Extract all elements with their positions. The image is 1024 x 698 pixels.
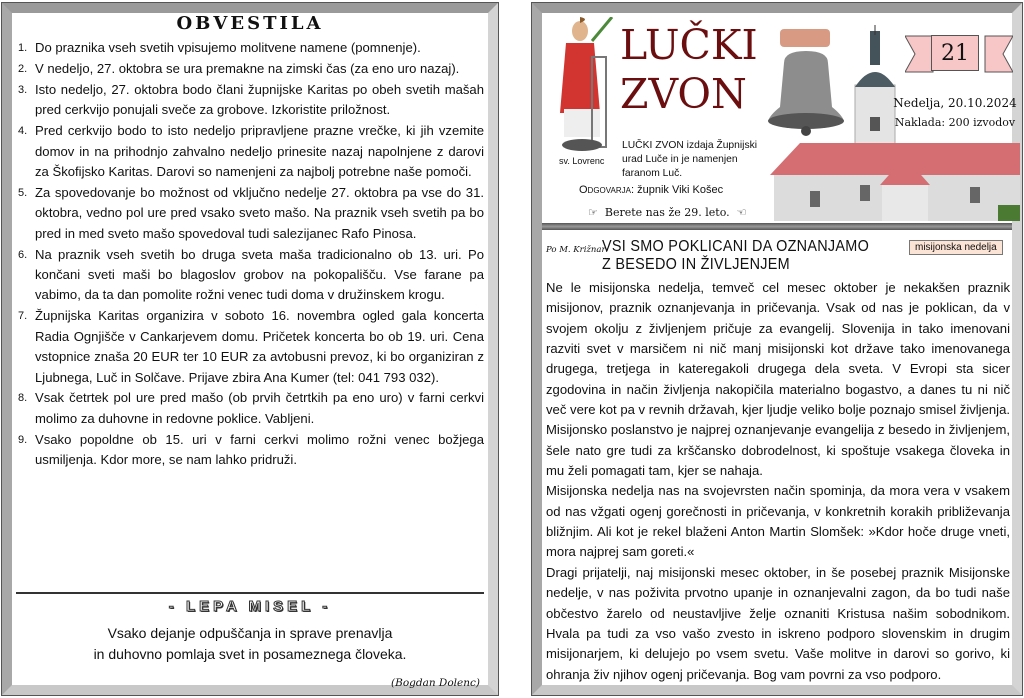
item-number: 9. [18, 433, 28, 446]
issue-number: 21 [931, 35, 979, 71]
item-text: Vsako popoldne ob 15. uri v farni cerkvi molimo rožni venec božjega usmiljenja. Kdor more, se nam lahko pridruži. [35, 431, 484, 468]
quote-author: (Bogdan Dolenc) [391, 677, 480, 689]
announcements-title: OBVESTILA [176, 13, 324, 34]
announcement-item [18, 121, 484, 182]
reading-years [588, 206, 747, 219]
announcement-item [18, 183, 484, 244]
pointing-hand-icon: ☞ [588, 206, 598, 219]
item-number: 3. [18, 83, 28, 96]
announcement-item [18, 430, 484, 471]
item-text: Župnijska Karitas organizira v soboto 16. novembra ogled gala koncerta Radia Ognjišče v Cankarjevem domu. Pričetek koncerta bo ob 19. uri. Cena vstopnice znaša 20 EUR ter 10 EUR za avtobusni prevoz, ki bo organiziran z Ljubnega, Luč in Solčave. Prijave zbira Ana Kumer (tel: 041 793 032). [35, 308, 484, 385]
quote-line: in duhovno pomlaja svet in posameznega človeka. [93, 645, 407, 662]
headline-line: Z BESEDO IN ŽIVLJENJEM [602, 256, 790, 273]
announcement-item [18, 245, 484, 306]
newsletter-logo [620, 21, 758, 119]
masthead [548, 13, 1016, 221]
item-text: Za spovedovanje bo možnost od vključno nedelje 27. oktobra pa vse do 31. oktobra, vedno pol ure pred vsako sveto mašo. Na praznik vseh svetih pa bo pred in med sveto mašo spovedoval tudi salezijanec Rafo Pinosa. [35, 184, 484, 241]
article-paragraph: Ne le misijonska nedelja, temveč cel mesec oktober je nekakšen praznik misijonov, praznik oznanjevanja in pričevanja. Vsak od nas je poklican, da v svojem okolju z življenjem pričuje za evangelij. Slovenija in tako imenovani razviti svet v marsičem ni nič manj misijonski kot države tako imenovanega drugega, tretjega in kateregakoli drugega dela sveta. V Evropi sta sicer zgodovina in način življenja nakopičila materialno bogastvo, a danes tu ni nič več vere kot pa v revnih državah, kjer ljudje veliko bolje poznajo smisel življenja. Misijonsko poslanstvo je najprej oznanjevanje evangelija z besedo in življenjem, šele nato gre tudi za krščansko dobrodelnost, ki spoštuje vsakega človeka in mu želi pomagati tam, kjer se nahaja. [546, 280, 1010, 479]
announcement-item [18, 306, 484, 388]
quote [12, 623, 488, 664]
logo-line: LUČKI [620, 21, 758, 69]
logo-line: ZVON [620, 70, 747, 118]
item-number: 8. [18, 392, 28, 405]
header-separator [542, 223, 1012, 230]
headline-line: VSI SMO POKLICANI DA OZNANJAMO [602, 238, 870, 255]
announcement-item [18, 80, 484, 121]
article-tag: misijonska nedelja [909, 240, 1003, 255]
reading-text: Berete nas že 29. leto. [604, 206, 730, 219]
article-paragraph: Misijonska nedelja nas na svojevrsten način spominja, da mora vera v vsakem od nas vžgati ogenj gorečnosti in pričevanja, v konkretnih korakih približevanja bližnjim. Ali kot je rekel blaženi Anton Martin Slomšek: »Kdor hoče druge vneti, mora najprej sam goreti.« [546, 483, 1010, 560]
thought-title: - LEPA MISEL - [168, 598, 332, 615]
item-number: 7. [18, 310, 28, 323]
publisher-info: LUČKI ZVON izdaja Župnijski urad Luče in je namenjen faranom Luč. [622, 140, 758, 179]
item-text: Do praznika vseh svetih vpisujemo molitvene namene (pomnenje). [35, 40, 421, 55]
item-text: Vsak četrtek pol ure pred mašo (ob prvih četrtkih pa eno uro) v farni cerkvi molimo za duhovne in redovne poklice. Vabljeni. [35, 390, 484, 426]
pointing-hand-icon: ☜ [736, 206, 747, 219]
divider [16, 592, 484, 594]
article-body [546, 278, 1010, 685]
item-text: Na praznik vseh svetih bo druga sveta maša tradicionalno ob 13. uri. Po končani sveti maši bo blagoslov grobov na pokopališču. Vse farane pa vabimo, da ta dan pomolite rožni venec tudi doma v družinskem krogu. [35, 246, 484, 303]
article-headline [602, 238, 869, 274]
item-number: 4. [18, 125, 28, 138]
responsible-editor [579, 184, 723, 196]
item-text: Isto nedeljo, 27. oktobra bodo člani župnijske Karitas po obeh svetih mašah pred cerkvijo ponujali sveče za grobove. Izkoristite priložnost. [35, 81, 484, 118]
announcement-item [18, 59, 484, 79]
responsible-label: Odgovarja: [579, 184, 635, 196]
item-number: 2. [18, 62, 28, 75]
issue-date: Nedelja, 20.10.2024 [893, 96, 1017, 110]
item-text: V nedeljo, 27. oktobra se ura premakne na zimski čas (za eno uro nazaj). [35, 60, 460, 76]
announcement-item [18, 388, 484, 429]
quote-line: Vsako dejanje odpuščanja in sprave prenavlja [107, 625, 393, 641]
saint-lawrence-image [552, 17, 622, 155]
item-text: Pred cerkvijo bodo to isto nedeljo pripravljene prazne vrečke, ki jih vzemite domov in na prihodnjo zahvalno nedeljo prinesite nazaj napolnjene z darovi za Škofijsko Karitas. Darovi so namenjeni za najbolj potrebne naše pomoči. [35, 123, 484, 179]
announcements-list [18, 38, 484, 471]
responsible-name: župnik Viki Košec [637, 184, 724, 196]
announcement-item [18, 38, 484, 58]
item-number: 6. [18, 248, 28, 261]
newsletter-front-page [532, 3, 1022, 695]
article-paragraph: Dragi prijatelji, naj misijonski mesec oktober, in še posebej praznik Misijonske nedelje, v nas poživita prvotno upanje in oznanjevalni zagon, da bo tudi naše občestvo žarelo od neustavljive želje oznaniti Kristusa našim sobodnikom. Hvala pa tudi za vso vašo zvesto in iskreno podporo slovenskim in drugim misijonarjem, ki delujejo po vsem svetu. Vaše molitve in darovi so gorivo, ki ohranja živ njihov ogenj pričevanja. Bog vam povrni za vso podporo. [546, 564, 1010, 682]
saint-caption: sv. Lovrenc [559, 156, 605, 166]
item-number: 1. [18, 42, 28, 54]
article-byline: Po M. Križnar: [546, 245, 609, 255]
circulation: Naklada: 200 izvodov [894, 116, 1016, 129]
item-number: 5. [18, 186, 28, 199]
announcements-panel [2, 3, 498, 695]
